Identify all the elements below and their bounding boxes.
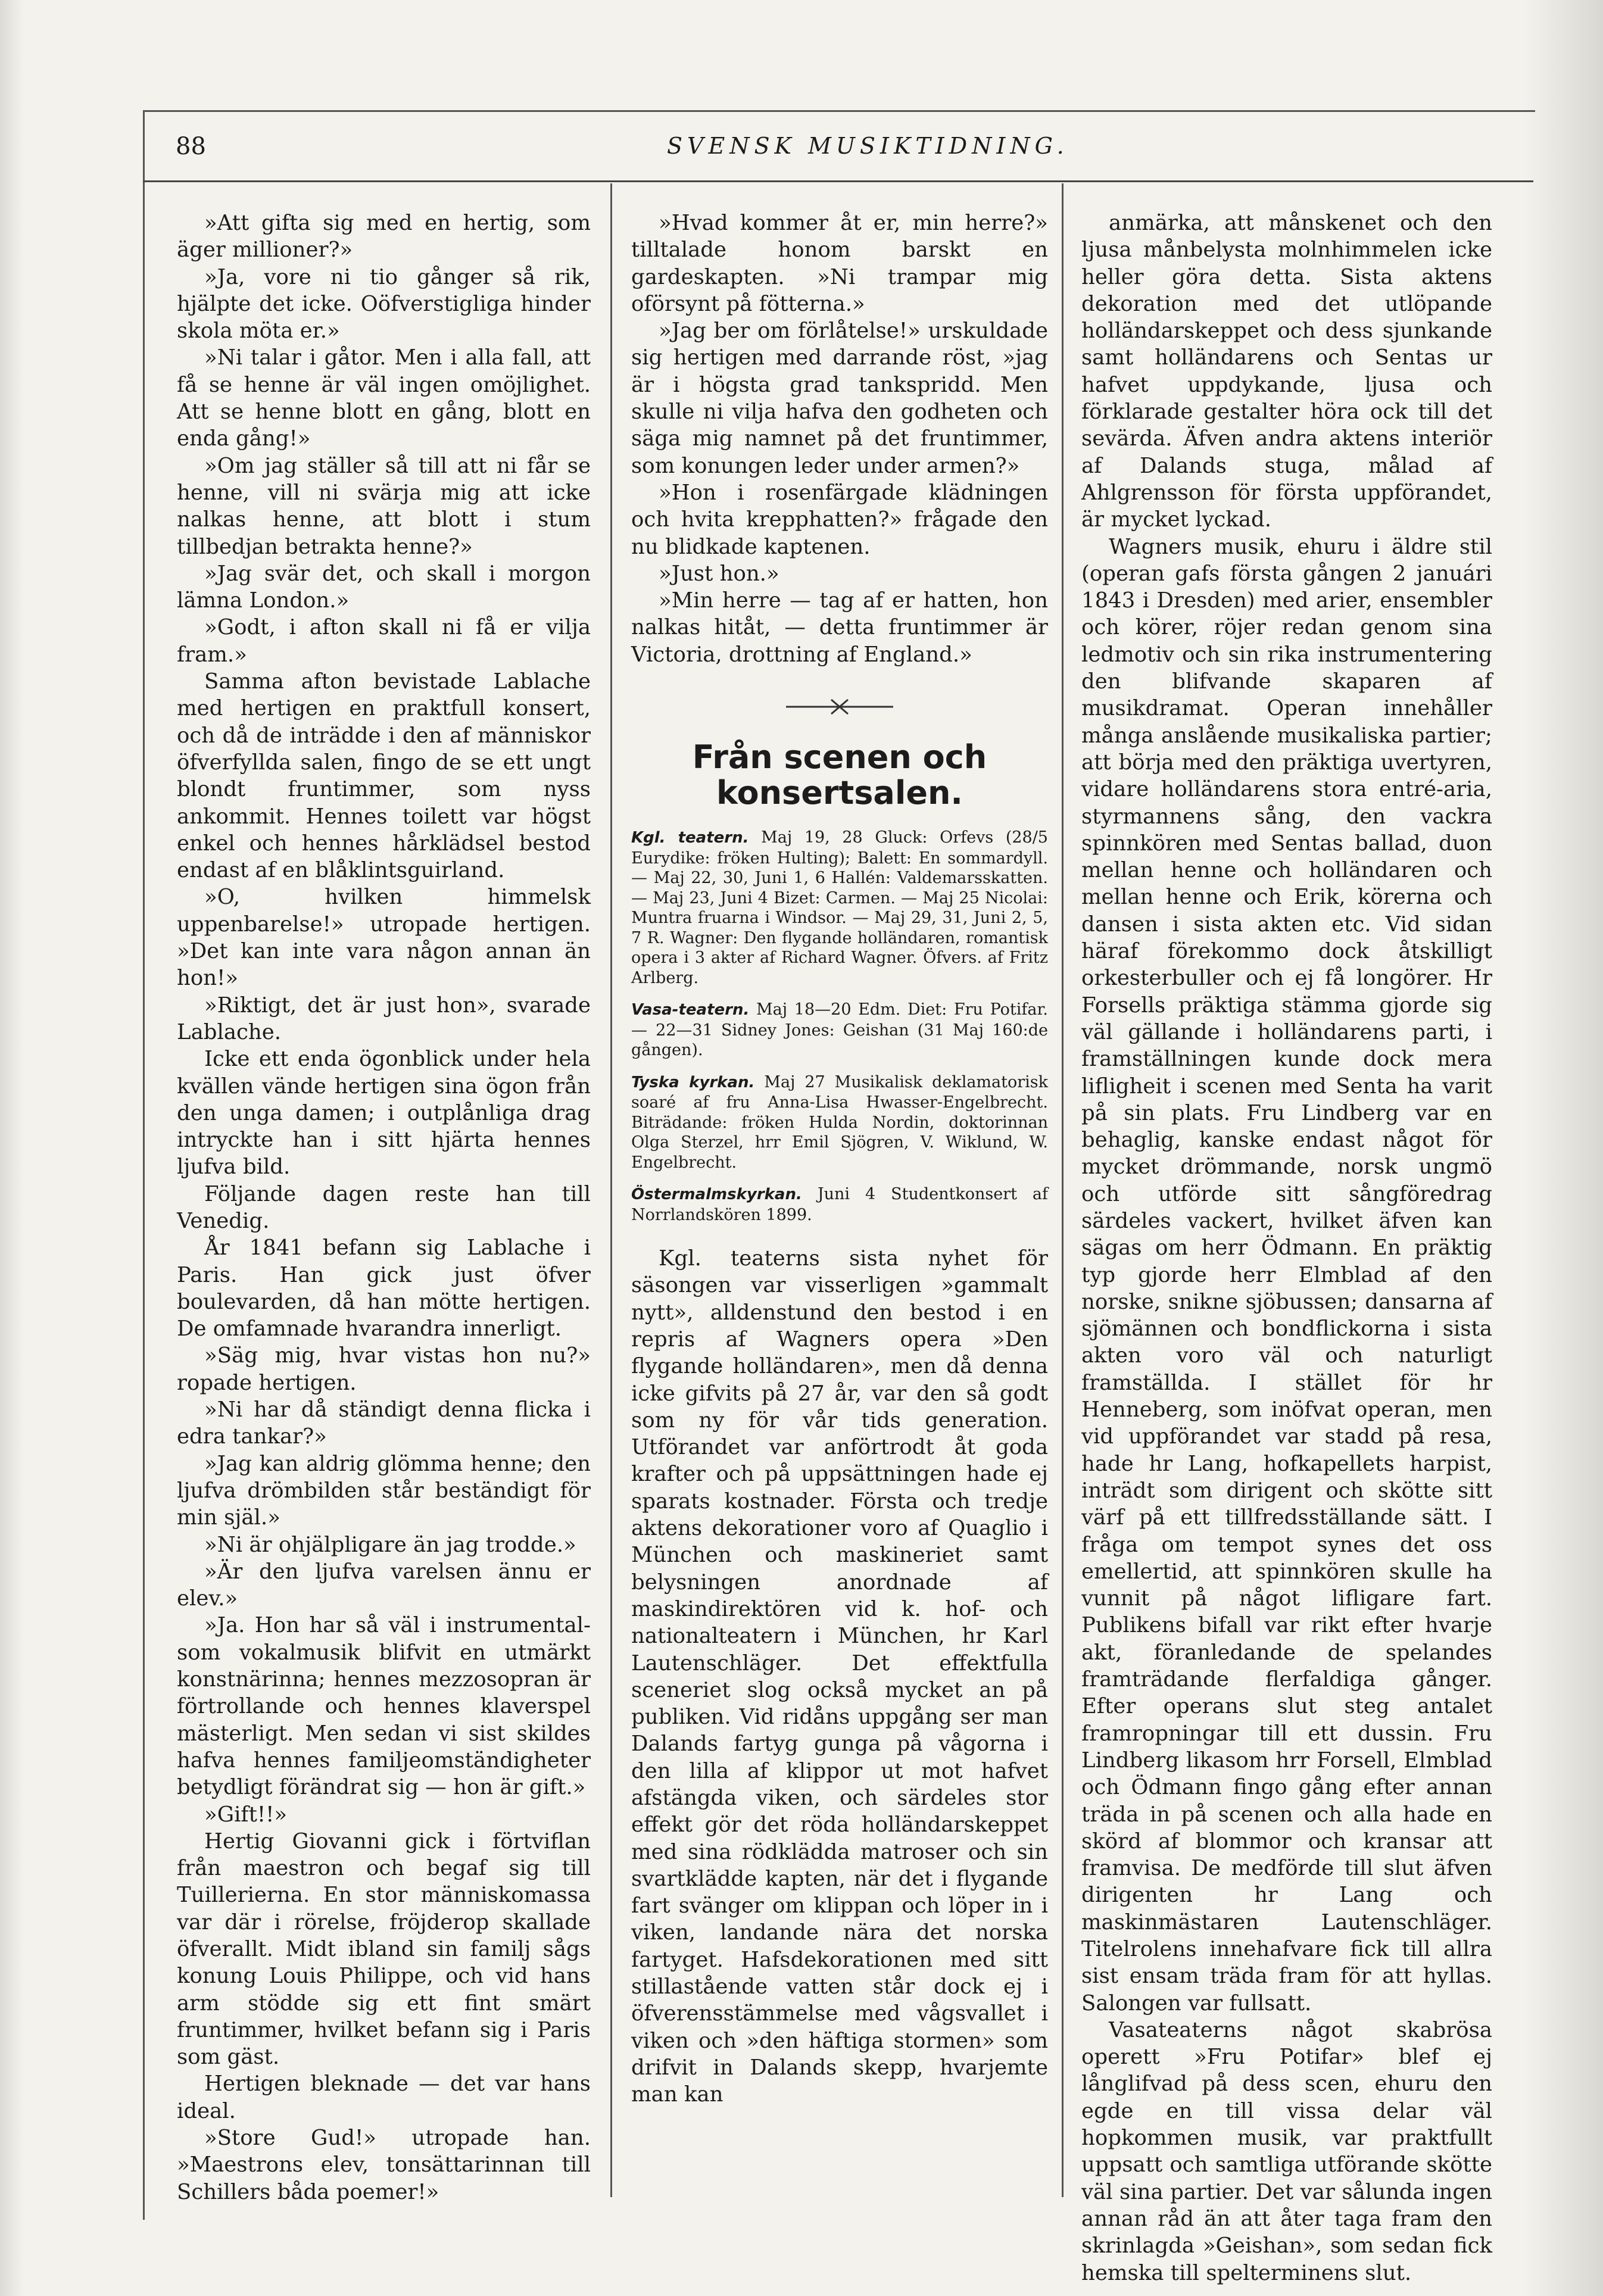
paragraph: Wagners musik, ehuru i äldre stil (operan gafs första gången 2 januári 1843 i Dresden) med arier, ensembler och körer, röjer redan genom sina ledmotiv och sin rika instrumentering den blifvande skaparen af musikdramat. Operan innehåller många anslående musikaliska partier; att börja med den präktiga uvertyren, vidare holländarens stora entré-aria, styrmannens sång, den vackra spinnkören med Sentas ballad, duon mellan henne och holländaren och mellan henne och Erik, körerna och dansen i sista akten etc. Vid sidan häraf förekommo dock åtskilligt orkesterbuller och ej få longörer. Hr Forsells präktiga stämma gjorde sig väl gällande i holländarens parti, i framställningen kunde dock mera lifligheit i scenen med Senta ha varit på sin plats. Fru Lindberg var en behaglig, kanske endast något för mycket drömmande, norsk ungmö och utförde sitt sångföredrag särdeles vackert, hvilket äfven kan sägas om herr Ödmann. En präktig typ gjorde herr Elmblad af den norske, snikne sjöbussen; dansarna af sjömännen och bondflickorna i sista akten voro väl och naturligt framställda. I stället för hr Henneberg, som inöfvat operan, men vid uppförandet var stadd på resa, hade hr Lang, hofkapellets harpist, inträdt som dirigent och skötte sitt värf på ett tillfredsställande sätt. I fråga om tempot synes det oss emellertid, att spinnkören skulle ha vunnit på något lifligare fart. Publikens bifall var rikt efter hvarje akt, föranledande de spelandes framträdande flerfaldiga gånger. Efter operans slut steg antalet framropningar till ett dussin. Fru Lindberg likasom hrr Forsell, Elmblad och Ödmann fingo gång efter annan träda in på scenen och alla hade en skörd af blommor och kransar att framvisa. De medförde till slut äfven dirigenten hr Lang och maskinmästaren Lautenschläger. Titelrolens innehafvare fick till allra sist ensam träda fram för att hyllas. Salongen var fullsatt. <box>1081 534 1492 2016</box>
paragraph: anmärka, att månskenet och den ljusa månbelysta molnhimmelen icke heller göra detta. Sista aktens dekoration med det utlöpande holländarskeppet och dess sjunkande samt holländarens och Sentas ur hafvet uppdykande, ljusa och förklarade gestalter höra ock till det sevärda. Äfven andra aktens interiör af Dalands stuga, målad af Ahlgrensson för första uppförandet, är mycket lyckad. <box>1081 211 1492 532</box>
venue-name: Östermalmskyrkan. <box>631 1186 802 1204</box>
paragraph: »Hon i rosenfärgade klädningen och hvita krepphatten?» frågade den nu blidkade kaptenen. <box>631 480 1048 559</box>
venue-name: Vasa-teatern. <box>631 1001 750 1019</box>
paragraph: »Hvad kommer åt er, min herre?» tilltalade honom barskt en gardeskapten. »Ni trampar mig oförsynt på fötterna.» <box>631 211 1048 316</box>
venue-name: Tyska kyrkan. <box>631 1073 755 1091</box>
paragraph: År 1841 befann sig Lablache i Paris. Han gick just öfver boulevarden, då han mötte hertigen. De omfamnade hvarandra innerligt. <box>177 1236 591 1342</box>
column-1 <box>177 210 591 2205</box>
paragraph: »Ni har då ständigt denna flicka i edra tankar?» <box>177 1397 591 1449</box>
story-continuation <box>631 210 1048 668</box>
section-title: Från scenen och konsertsalen. <box>692 738 987 812</box>
paragraph: Vasateaterns något skabrösa operett »Fru Potifar» blef ej långlifvad på dess scen, ehuru den egde en till vissa delar väl hopkommen musik, var praktfullt uppsatt och samtliga utförande skötte väl sina partier. Det var sålunda ingen annan råd än att åter taga fram den skrinlagda »Geishan», som sedan fick hemska till spelterminens slut. <box>1081 2017 1492 2285</box>
listing-entry <box>631 1000 1048 1060</box>
paragraph: »Att gifta sig med en hertig, som äger millioner?» <box>177 211 591 263</box>
listing-text: Juni 4 Studentkonsert af Norrlandskören 1899. <box>631 1185 1048 1224</box>
performance-listings <box>631 828 1048 1225</box>
column-divider-1 <box>610 183 612 2197</box>
column-2 <box>631 210 1048 2108</box>
paragraph: »Godt, i afton skall ni få er vilja fram.» <box>177 615 591 667</box>
paragraph: »Ni talar i gåtor. Men i alla fall, att få se henne är väl ingen omöjlighet. Att se henne blott en gång, blott en enda gång!» <box>177 345 591 451</box>
paragraph: »Ja. Hon har så väl i instrumental- som vokalmusik blifvit en utmärkt konstnärinna; hennes mezzosopran är förtrollande och hennes klaverspel mästerligt. Men sedan vi sist skildes hafva hennes familjeomständigheter betydligt förändrat sig — hon är gift.» <box>177 1613 591 1800</box>
paragraph: »Min herre — tag af er hatten, hon nalkas hitåt, — detta fruntimmer är Victoria, drottning af England.» <box>631 588 1048 667</box>
paragraph: »Just hon.» <box>659 561 779 586</box>
listing-text: Maj 19, 28 Gluck: Orfevs (28/5 Eurydike: fröken Hulting); Balett: En sommardyll. — Maj 22, 30, Juni 1, 6 Hallén: Valdemarsskatten. — Maj 23, Juni 4 Bizet: Carmen. — Maj 25 Nicolai: Muntra fruarna i Windsor. — Maj 29, 31, Juni 2, 5, 7 R. Wagner: Den flygande holländaren, romantisk opera i 3 akter af Richard Wagner. Öfvers. af Fritz Arlberg. <box>631 828 1048 987</box>
listing-entry <box>631 1072 1048 1173</box>
page-number: 88 <box>176 133 206 160</box>
paragraph: »Är den ljufva varelsen ännu er elev.» <box>177 1559 591 1611</box>
paragraph: »Jag svär det, och skall i morgon lämna London.» <box>177 561 591 613</box>
paragraph: »Ni är ohjälpligare än jag trodde.» <box>204 1532 576 1557</box>
paragraph: »Riktigt, det är just hon», svarade Lablache. <box>177 993 591 1044</box>
venue-name: Kgl. teatern. <box>631 829 749 847</box>
paragraph: »Jag kan aldrig glömma henne; den ljufva drömbilden står beständigt för min själ.» <box>177 1451 591 1530</box>
listing-text: Maj 27 Musikalisk deklamatorisk soaré af fru Anna-Lisa Hwasser-Engelbrecht. Biträdande: fröken Hulda Nordin, doktorinnan Olga Sterzel, hrr Emil Sjögren, V. Wiklund, W. Engelbrecht. <box>631 1072 1048 1172</box>
section-ornament <box>631 695 1048 719</box>
listing-entry <box>631 828 1048 988</box>
listing-entry <box>631 1184 1048 1225</box>
paragraph: Hertigen bleknade — det var hans ideal. <box>177 2072 591 2123</box>
paragraph: »Gift!!» <box>204 1802 288 1827</box>
column-3 <box>1081 210 1492 2286</box>
paragraph: »Säg mig, hvar vistas hon nu?» ropade hertigen. <box>177 1343 591 1395</box>
paragraph: »Store Gud!» utropade han. »Maestrons elev, tonsättarinnan till Schillers båda poemer!» <box>177 2126 591 2204</box>
listing-text: Maj 18—20 Edm. Diet: Fru Potifar. — 22—31 Sidney Jones: Geishan (31 Maj 160:de gången). <box>631 1000 1048 1060</box>
paragraph: »O, hvilken himmelsk uppenbarelse!» utropade hertigen. »Det kan inte vara någon annan än hon!» <box>177 885 591 991</box>
paragraph: Samma afton bevistade Lablache med hertigen en praktfull konsert, och då de inträdde i den af människor öfverfyllda salen, fingo de se ett ungt blondt fruntimmer, som nyss ankommit. Hennes toilett var högst enkel och hennes hårklädsel bestod endast af en blåklintsguirland. <box>177 669 591 883</box>
paragraph: Hertig Giovanni gick i förtviflan från maestron och begaf sig till Tuillerierna. En stor människomassa var där i rörelse, fröjderop skallade öfverallt. Midt ibland sin familj sågs konung Louis Philippe, och vid hans arm stödde sig ett fint smärt fruntimmer, hvilket befann sig i Paris som gäst. <box>177 1829 591 2070</box>
running-title: SVENSK MUSIKTIDNING. <box>667 133 1069 159</box>
review-text <box>631 1245 1048 2108</box>
paragraph: »Ja, vore ni tio gånger så rik, hjälpte det icke. Oöfverstigliga hinder skola möta er.» <box>177 264 591 344</box>
column-divider-2 <box>1062 183 1064 2197</box>
paragraph: Följande dagen reste han till Venedig. <box>177 1181 591 1233</box>
paragraph: Kgl. teaterns sista nyhet för säsongen var visserligen »gammalt nytt», alldenstund den bestod i en repris af Wagners opera »Den flygande holländaren», men då denna icke gifvits på 27 år, var den så godt som ny för vår tids generation. Utförandet var anförtrodt åt goda krafter och på uppsättningen hade ej sparats kostnader. Första och tredje aktens dekorationer voro af Quaglio i München och maskineriet samt belysningen anordnade af maskindirektören vid k. hof- och nationalteatern i München, hr Karl Lautenschläger. Det effektfulla sceneriet slog också mycket an på publiken. Vid ridåns uppgång ser man Dalands fartyg gunga på vågorna i den lilla af klippor ut mot hafvet afstängda viken, och särdeles stor effekt gör det röda holländarskeppet med sina rödklädda matroser och sin svartklädde kapten, när det i flygande fart svänger om klippan och löper in i viken, landande nära det norska fartyget. Hafsdekorationen med sitt stillastående vatten står dock ej i öfverensstämmelse med vågsvallet i viken och »den häftiga stormen» som drifvit in Dalands skepp, hvarjemte man kan <box>631 1246 1048 2107</box>
paragraph: Icke ett enda ögonblick under hela kvällen vände hertigen sina ögon från den unga damen; i outplånliga drag intryckte han i sitt hjärta hennes ljufva bild. <box>177 1047 591 1180</box>
paragraph: »Jag ber om förlåtelse!» urskuldade sig hertigen med darrande röst, »jag är i högsta grad tankspridd. Men skulle ni vilja hafva den godheten och säga mig namnet på det fruntimmer, som konungen leder under armen?» <box>631 319 1048 478</box>
paragraph: »Om jag ställer så till att ni får se henne, vill ni svärja mig att icke nalkas henne, att blott i stum tillbedjan betrakta henne?» <box>177 453 591 559</box>
page-header <box>143 110 1533 180</box>
header-rule <box>143 180 1533 182</box>
